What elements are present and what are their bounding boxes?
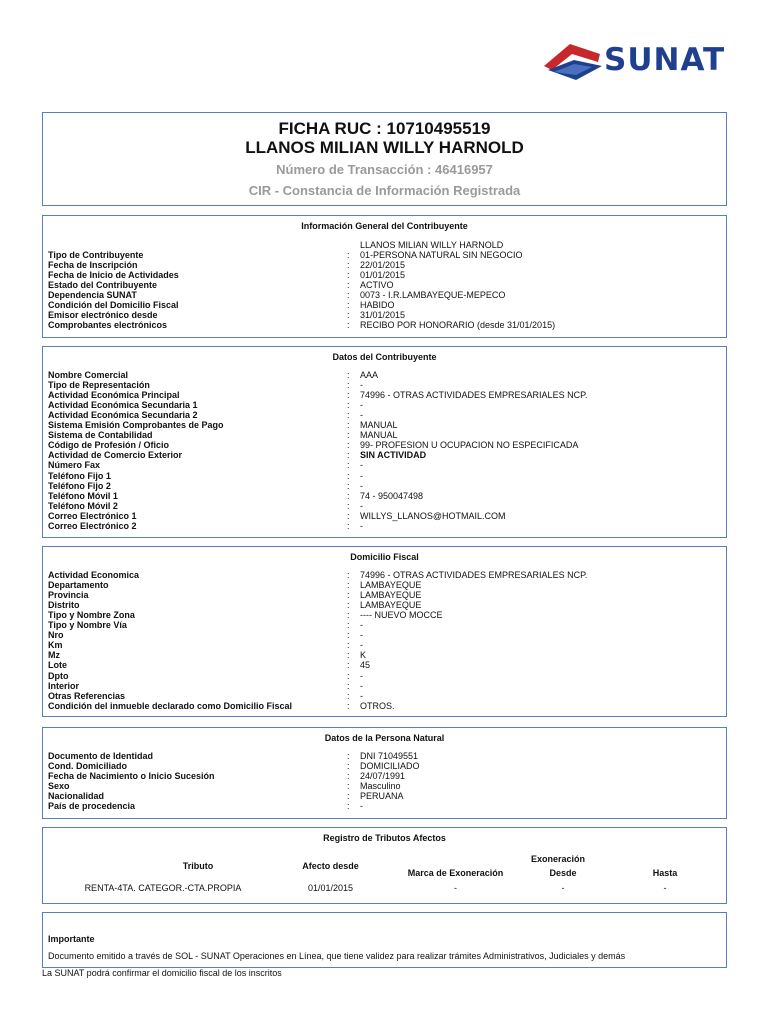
field-row	[48, 671, 726, 681]
field-value: ACTIVO	[360, 280, 394, 290]
field-row	[48, 521, 726, 531]
field-separator: :	[347, 440, 350, 451]
field-separator: :	[347, 380, 350, 391]
field-row	[48, 270, 726, 280]
field-row	[48, 481, 726, 491]
field-row	[48, 570, 726, 580]
taxpayer-name: LLANOS MILIAN WILLY HARNOLD	[245, 138, 524, 157]
field-separator: :	[347, 510, 350, 521]
field-value: 31/01/2015	[360, 310, 406, 320]
name-value: LLANOS MILIAN WILLY HARNOLD	[360, 240, 504, 250]
field-separator: :	[347, 300, 350, 310]
field-separator: :	[347, 751, 350, 761]
field-label: Condición del Domicilio Fiscal	[48, 300, 179, 310]
field-row	[48, 580, 726, 590]
field-row	[48, 511, 726, 521]
field-separator: :	[347, 480, 350, 491]
field-value: OTROS.	[360, 700, 395, 711]
field-value: 22/01/2015	[360, 260, 406, 270]
field-value: -	[360, 801, 363, 812]
field-separator: :	[347, 390, 350, 401]
field-label: Emisor electrónico desde	[48, 310, 158, 320]
field-separator: :	[347, 600, 350, 611]
col-header-hasta: Hasta	[652, 868, 678, 878]
field-separator: :	[347, 580, 350, 591]
col-header-exoneracion: Exoneración	[530, 854, 586, 864]
field-row	[48, 771, 726, 781]
field-value: MANUAL	[360, 420, 398, 431]
field-value: 01/01/2015	[360, 270, 406, 280]
field-separator: :	[347, 520, 350, 531]
importante-text: Documento emitido a través de SOL - SUNAT Operaciones en Línea, que tiene validez para realizar trámites Administrativos, Judiciales y demás	[48, 951, 626, 961]
field-value: -	[360, 690, 363, 701]
field-row	[48, 781, 726, 791]
field-label: Dependencia SUNAT	[48, 290, 137, 300]
field-label: Tipo de Representación	[48, 380, 150, 391]
ficha-header	[42, 112, 727, 206]
field-separator: :	[347, 320, 350, 330]
field-separator: :	[347, 450, 350, 461]
field-row	[48, 610, 726, 620]
field-label: Mz	[48, 650, 60, 661]
field-separator: :	[347, 610, 350, 621]
field-label: Estado del Contribuyente	[48, 280, 158, 290]
field-row	[48, 320, 726, 330]
field-label: Teléfono Fijo 1	[48, 470, 111, 481]
field-value: DOMICILIADO	[360, 761, 420, 772]
field-value: 74996 - OTRAS ACTIVIDADES EMPRESARIALES NCP.	[360, 570, 588, 580]
field-separator: :	[347, 400, 350, 411]
field-row	[48, 620, 726, 630]
field-label: Teléfono Fijo 2	[48, 480, 111, 491]
field-separator: :	[347, 630, 350, 641]
field-row	[48, 460, 726, 470]
field-row	[48, 491, 726, 501]
field-label: Condición del inmueble declarado como Domicilio Fiscal	[48, 700, 293, 711]
section-datos-contribuyente	[42, 346, 727, 538]
field-label: Nacionalidad	[48, 791, 105, 802]
field-separator: :	[347, 490, 350, 501]
field-label: Otras Referencias	[48, 690, 126, 701]
name-row	[48, 240, 726, 250]
field-label: Correo Electrónico 2	[48, 520, 137, 531]
field-row	[48, 420, 726, 430]
field-label: Interior	[48, 680, 80, 691]
field-label: Comprobantes electrónicos	[48, 320, 168, 330]
field-value: MANUAL	[360, 430, 398, 441]
field-separator: :	[347, 470, 350, 481]
field-separator: :	[347, 590, 350, 601]
field-separator: :	[347, 801, 350, 812]
field-row	[48, 791, 726, 801]
col-header-tributo: Tributo	[182, 861, 214, 871]
field-separator: :	[347, 761, 350, 772]
section-tributos-afectos	[42, 827, 727, 904]
field-separator: :	[347, 370, 350, 380]
section-title: Datos del Contribuyente	[332, 352, 437, 362]
field-row	[48, 660, 726, 670]
field-separator: :	[347, 650, 350, 661]
field-row	[48, 650, 726, 660]
field-label: Dpto	[48, 670, 69, 681]
field-value: -	[360, 470, 363, 481]
field-label: Tipo y Nombre Vía	[48, 620, 127, 631]
field-label: País de procedencia	[48, 801, 136, 812]
field-value: 24/07/1991	[360, 771, 406, 782]
section-title: Domicilio Fiscal	[350, 552, 419, 562]
field-label: Número Fax	[48, 460, 101, 471]
field-label: Distrito	[48, 600, 80, 611]
field-value: -	[360, 410, 363, 421]
sunat-emblem-icon	[540, 36, 604, 86]
field-row	[48, 400, 726, 410]
field-value: -	[360, 670, 363, 681]
field-row	[48, 450, 726, 460]
col-header-desde: Desde	[549, 868, 577, 878]
field-separator: :	[347, 620, 350, 631]
field-row	[48, 761, 726, 771]
field-separator: :	[347, 670, 350, 681]
field-value: LAMBAYEQUE	[360, 600, 422, 611]
field-row	[48, 600, 726, 610]
field-label: Teléfono Móvil 1	[48, 490, 118, 501]
field-row	[48, 440, 726, 450]
field-value: 01-PERSONA NATURAL SIN NEGOCIO	[360, 250, 523, 260]
section-domicilio-fiscal	[42, 546, 727, 717]
field-separator: :	[347, 280, 350, 290]
field-separator: :	[347, 430, 350, 441]
field-label: Sistema de Contabilidad	[48, 430, 153, 441]
section-title: Información General del Contribuyente	[301, 221, 468, 231]
field-row	[48, 801, 726, 811]
field-value: -	[360, 400, 363, 411]
field-row	[48, 590, 726, 600]
field-label: Sexo	[48, 781, 70, 792]
field-value: LAMBAYEQUE	[360, 580, 422, 591]
field-row	[48, 691, 726, 701]
section-persona-natural	[42, 727, 727, 819]
field-value: -	[360, 680, 363, 691]
field-separator: :	[347, 420, 350, 431]
field-separator: :	[347, 500, 350, 511]
field-label: Km	[48, 640, 63, 651]
field-separator: :	[347, 460, 350, 471]
field-separator: :	[347, 270, 350, 280]
field-label: Tipo de Contribuyente	[48, 250, 144, 260]
field-row	[48, 300, 726, 310]
field-label: Cond. Domiciliado	[48, 761, 128, 772]
section-importante	[42, 912, 727, 968]
field-label: Actividad Economica	[48, 570, 140, 580]
field-label: Provincia	[48, 590, 89, 601]
field-value: ---- NUEVO MOCCE	[360, 610, 443, 621]
field-separator: :	[347, 310, 350, 320]
field-label: Tipo y Nombre Zona	[48, 610, 135, 621]
field-row	[48, 430, 726, 440]
field-separator: :	[347, 260, 350, 270]
field-value: RECIBO POR HONORARIO (desde 31/01/2015)	[360, 320, 556, 330]
field-value: SIN ACTIVIDAD	[360, 450, 427, 461]
marca-cell: -	[454, 883, 457, 893]
field-row	[48, 260, 726, 270]
field-value: -	[360, 380, 363, 391]
field-separator: :	[347, 700, 350, 711]
field-value: K	[360, 650, 367, 661]
field-separator: :	[347, 410, 350, 421]
field-separator: :	[347, 791, 350, 802]
field-value: -	[360, 460, 363, 471]
importante-title: Importante	[48, 934, 95, 944]
field-value: LAMBAYEQUE	[360, 590, 422, 601]
field-separator: :	[347, 640, 350, 651]
field-separator: :	[347, 660, 350, 671]
sunat-logo-text: SUNAT	[604, 42, 726, 78]
field-separator: :	[347, 690, 350, 701]
footer-note: La SUNAT podrá confirmar el domicilio fiscal de los inscritos	[42, 968, 282, 978]
field-label: Actividad Económica Secundaria 1	[48, 400, 198, 411]
col-header-afecto-desde: Afecto desde	[302, 861, 359, 871]
field-label: Sistema Emisión Comprobantes de Pago	[48, 420, 224, 431]
field-value: -	[360, 620, 363, 631]
field-value: WILLYS_LLANOS@HOTMAIL.COM	[360, 510, 506, 521]
field-value: 99- PROFESION U OCUPACION NO ESPECIFICADA	[360, 440, 579, 451]
field-label: Actividad Económica Secundaria 2	[48, 410, 198, 421]
field-value: PERUANA	[360, 791, 404, 802]
field-label: Fecha de Nacimiento o Inicio Sucesión	[48, 771, 215, 782]
field-separator: :	[347, 250, 350, 260]
field-row	[48, 280, 726, 290]
document-subtitle: CIR - Constancia de Información Registrada	[248, 183, 521, 198]
field-row	[48, 471, 726, 481]
field-row	[48, 501, 726, 511]
field-label: Lote	[48, 660, 67, 671]
field-row	[48, 751, 726, 761]
field-value: HABIDO	[360, 300, 395, 310]
field-value: Masculino	[360, 781, 401, 792]
field-row	[48, 380, 726, 390]
field-row	[48, 701, 726, 711]
field-value: -	[360, 520, 363, 531]
field-label: Fecha de Inicio de Actividades	[48, 270, 179, 280]
field-value: -	[360, 640, 363, 651]
field-label: Documento de Identidad	[48, 751, 154, 761]
field-row	[48, 310, 726, 320]
section-title: Datos de la Persona Natural	[324, 733, 445, 743]
field-row	[48, 370, 726, 380]
section-title: Registro de Tributos Afectos	[323, 833, 446, 843]
field-label: Actividad Económica Principal	[48, 390, 180, 401]
field-separator: :	[347, 290, 350, 300]
transaction-number: Número de Transacción : 46416957	[276, 162, 493, 177]
field-row	[48, 410, 726, 420]
field-value: -	[360, 630, 363, 641]
field-row	[48, 640, 726, 650]
field-separator: :	[347, 680, 350, 691]
field-row	[48, 290, 726, 300]
field-label: Actividad de Comercio Exterior	[48, 450, 183, 461]
section-general-info	[42, 215, 727, 338]
field-value: 74996 - OTRAS ACTIVIDADES EMPRESARIALES NCP.	[360, 390, 588, 401]
field-label: Nro	[48, 630, 64, 641]
field-value: -	[360, 500, 363, 511]
col-header-marca-exoneracion: Marca de Exoneración	[407, 868, 504, 878]
sunat-logo	[540, 36, 730, 88]
hasta-cell: -	[663, 883, 667, 893]
field-label: Fecha de Inscripción	[48, 260, 138, 270]
field-value: 45	[360, 660, 371, 671]
desde-cell: -	[561, 883, 565, 893]
field-value: AAA	[360, 370, 379, 380]
field-label: Correo Electrónico 1	[48, 510, 137, 521]
page-title: FICHA RUC : 10710495519	[278, 119, 491, 138]
field-value: 0073 - I.R.LAMBAYEQUE-MEPECO	[360, 290, 506, 300]
field-value: -	[360, 480, 363, 491]
field-row	[48, 390, 726, 400]
tributo-cell: RENTA-4TA. CATEGOR.-CTA.PROPIA	[84, 883, 242, 893]
field-label: Código de Profesión / Oficio	[48, 440, 170, 451]
field-separator: :	[347, 771, 350, 782]
field-value: 74 - 950047498	[360, 490, 424, 501]
field-separator: :	[347, 570, 350, 580]
afecto-cell: 01/01/2015	[307, 883, 354, 893]
field-separator: :	[347, 781, 350, 792]
field-label: Departamento	[48, 580, 109, 591]
field-row	[48, 250, 726, 260]
field-label: Teléfono Móvil 2	[48, 500, 118, 511]
field-value: DNI 71049551	[360, 751, 419, 761]
field-label: Nombre Comercial	[48, 370, 129, 380]
field-row	[48, 681, 726, 691]
field-row	[48, 630, 726, 640]
